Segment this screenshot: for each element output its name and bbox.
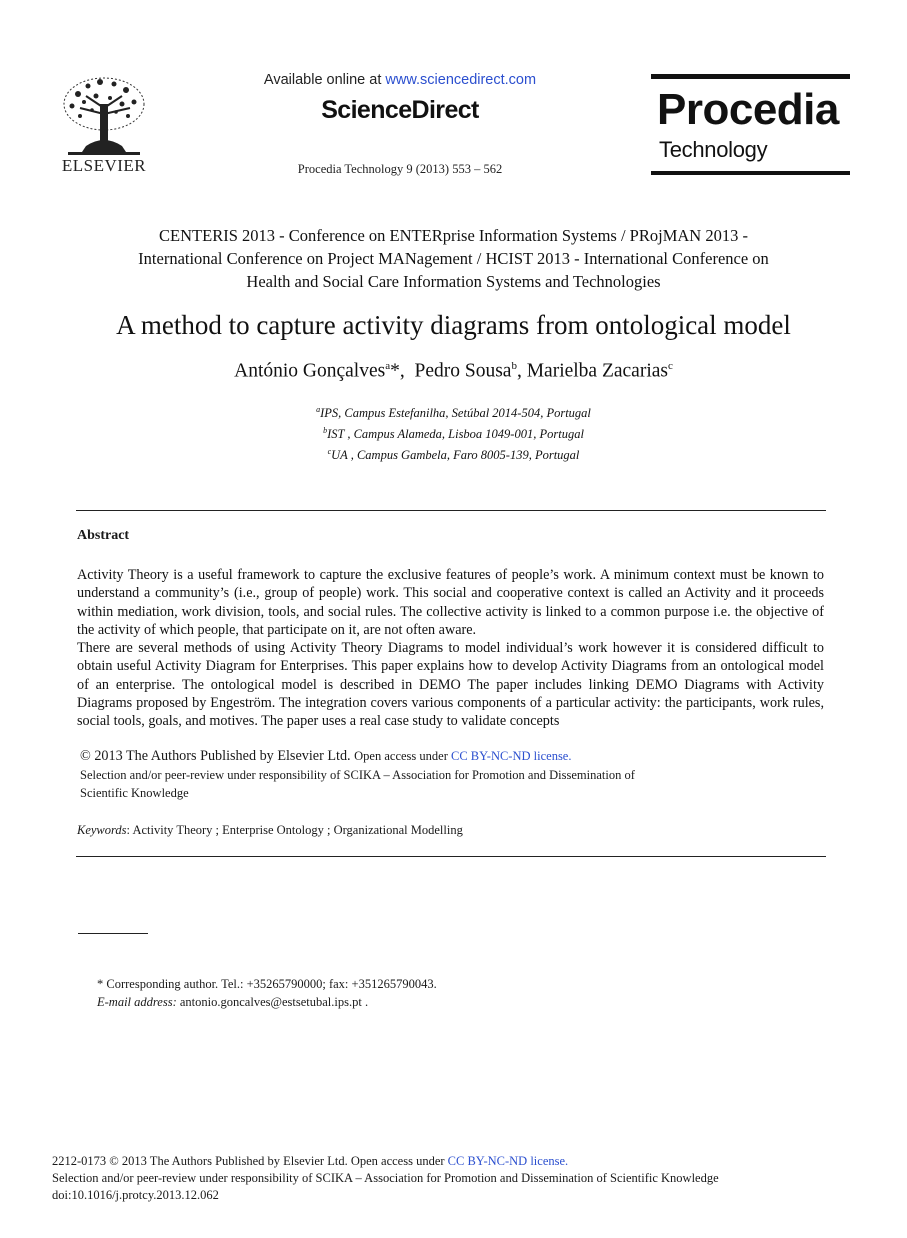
available-prefix: Available online at [263,72,386,88]
email-address: antonio.goncalves@estsetubal.ips.pt . [176,994,369,1009]
affiliation-text: IPS, Campus Estefanilha, Setúbal 2014-504, Portugal [320,406,591,421]
author-separator: , [399,360,415,382]
conference-line-3: Health and Social Care Information Systems and Technologies [246,272,661,291]
logo-bottom-bar [651,171,850,175]
sciencedirect-link[interactable]: www.sciencedirect.com [385,72,537,88]
affiliation-text: IST , Campus Alameda, Lisboa 1049-001, Portugal [327,427,584,442]
author-list [100,360,807,383]
platform-name: ScienceDirect [321,96,479,124]
keywords-label: Keywords [77,823,127,837]
author-name: Marielba Zacarias [526,360,668,382]
abstract-heading: Abstract [77,528,130,543]
email-line [97,994,797,1012]
keywords [77,823,817,838]
journal-logo-main: Procedia [657,85,839,134]
journal-reference: Procedia Technology 9 (2013) 553 – 562 [297,162,503,176]
affiliation-item [150,443,757,464]
footnote [97,976,797,1011]
author-separator: , [516,360,527,382]
abstract-paragraph: There are several methods of using Activity Theory Diagrams to model individual’s work however it is considered difficult to obtain useful Activity Diagram for Enterprises. This paper explains how to develop Activity Diagrams from an ontological model of an enterprise. The ontological model is described in DEMO The paper includes linking DEMO Diagrams with Activity Diagrams proposed by Engeström. The integration covers various components of a particular activity: the participants, work rules, social tools, goals, and motives. The paper uses a real case study to validate concepts [77,640,824,730]
paper-title: A method to capture activity diagrams from ontological model [116,310,791,340]
divider-top [76,510,826,511]
affiliation-list [150,401,757,464]
author-affiliation-mark: c [668,360,673,372]
conference-line-1: CENTERIS 2013 - Conference on ENTERprise Information Systems / PRojMAN 2013 - [159,226,748,245]
affiliation-item [150,422,757,443]
email-label: E-mail address: [97,994,177,1009]
affiliation-mark: b [323,426,328,436]
open-access-text: Open access under [354,749,451,763]
journal-logo [651,74,850,178]
corresponding-mark: * [390,360,400,382]
copyright-line-2: Selection and/or peer-review under responsibility of SCIKA – Association for Promotion and Dissemination of [80,767,635,782]
corresponding-author: * Corresponding author. Tel.: +35265790000; fax: +351265790043. [97,977,437,991]
copyright-text: © 2013 The Authors Published by Elsevier Ltd. [80,748,355,764]
license-link[interactable]: CC BY-NC-ND license. [451,749,572,763]
keywords-text: : Activity Theory ; Enterprise Ontology ; Organizational Modelling [126,823,463,837]
journal-logo-sub: Technology [659,137,768,162]
publication-info [52,1153,872,1204]
affiliation-text: UA , Campus Gambela, Faro 8005-139, Portugal [331,448,580,463]
divider-bottom [76,856,826,857]
affiliation-item [150,401,757,422]
abstract-body [77,566,824,731]
copyright-line-3: Scientific Knowledge [80,786,189,800]
doi: doi:10.1016/j.protcy.2013.12.062 [52,1188,219,1202]
peer-review-line: Selection and/or peer-review under responsibility of SCIKA – Association for Promotion and Dissemination of Scientific Knowledge [52,1171,719,1185]
issn-text: 2212-0173 © 2013 The Authors Published by Elsevier Ltd. Open access under [52,1154,448,1168]
affiliation-mark: c [327,447,332,457]
conference-line-2: International Conference on Project MANagement / HCIST 2013 - International Conference on [138,249,769,268]
copyright-notice [80,747,820,803]
footnote-rule [78,933,148,934]
issn-line [52,1153,872,1170]
publisher-name: ELSEVIER [61,156,147,175]
available-online [200,72,600,88]
author-name: Pedro Sousa [414,360,512,382]
abstract-paragraph: Activity Theory is a useful framework to capture the exclusive features of people’s work. A minimum context must be known to understand a community’s (i.e., group of people) work. This social and cooperative context is called an Activity and it proceeds within mediation, work division, tools, and social rules. The collective activity is linked to a common purpose i.e. the objective of the activity of which people, that participate on it, are not often aware. [77,567,824,638]
conference-info [60,224,847,293]
license-link-bottom[interactable]: CC BY-NC-ND license. [447,1154,569,1168]
affiliation-mark: a [316,405,321,414]
copyright-line-1 [80,747,820,766]
author-name: António Gonçalves [234,360,386,382]
author-affiliation-mark: a [385,360,391,372]
author-affiliation-mark: b [511,360,517,372]
logo-top-bar [651,74,850,79]
